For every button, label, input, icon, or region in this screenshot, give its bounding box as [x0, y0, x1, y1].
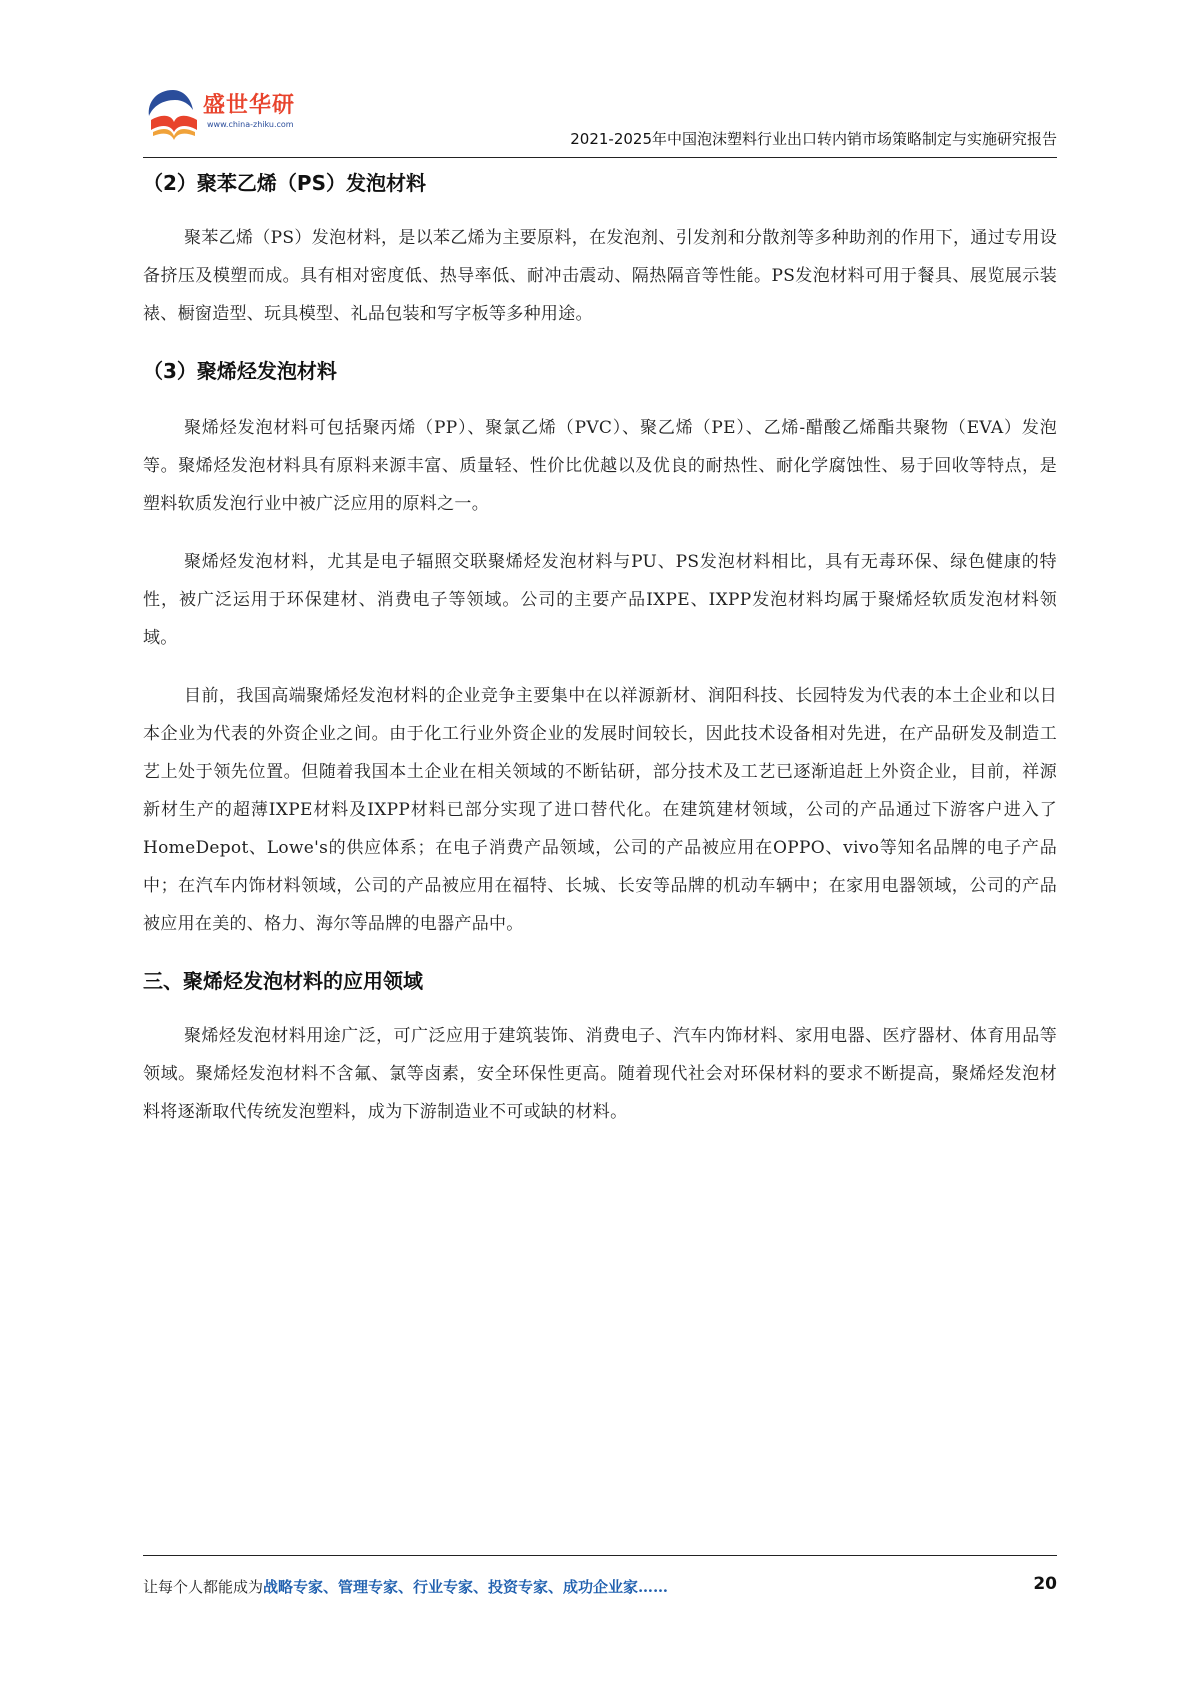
page-header — [143, 80, 1057, 158]
footer-divider — [143, 1555, 1057, 1556]
company-logo — [143, 80, 323, 150]
paragraph-ps: 聚苯乙烯（PS）发泡材料，是以苯乙烯为主要原料，在发泡剂、引发剂和分散剂等多种助剂的作用下，通过专用设备挤压及模塑而成。具有相对密度低、热导率低、耐冲击震动、隔热隔音等性能。PS发泡材料可用于餐具、展览展示装裱、橱窗造型、玩具模型、礼品包装和写字板等多种用途。 — [143, 228, 1057, 324]
logo-emblem-icon — [143, 84, 205, 146]
page-content — [143, 165, 1057, 1131]
logo-name: 盛世华研 — [203, 93, 296, 118]
logo-url: www.china-zhiku.com — [207, 120, 294, 129]
report-title: 2021-2025年中国泡沫塑料行业出口转内销市场策略制定与实施研究报告 — [570, 130, 1057, 148]
slogan-highlight: 战略专家、管理专家、行业专家、投资专家、成功企业家…… — [263, 1578, 669, 1596]
page-number: 20 — [1033, 1574, 1057, 1594]
footer-slogan — [143, 1576, 668, 1597]
paragraph-applications: 聚烯烃发泡材料用途广泛，可广泛应用于建筑装饰、消费电子、汽车内饰材料、家用电器、医疗器材、体育用品等领域。聚烯烃发泡材料不含氟、氯等卤素，安全环保性更高。随着现代社会对环保材料的要求不断提高，聚烯烃发泡材料将逐渐取代传统发泡塑料，成为下游制造业不可或缺的材料。 — [143, 1026, 1057, 1122]
slogan-prefix: 让每个人都能成为 — [143, 1578, 264, 1596]
section-heading-polyolefin: （3）聚烯烃发泡材料 — [143, 359, 337, 383]
paragraph-polyolefin-2: 聚烯烃发泡材料，尤其是电子辐照交联聚烯烃发泡材料与PU、PS发泡材料相比，具有无毒环保、绿色健康的特性，被广泛运用于环保建材、消费电子等领域。公司的主要产品IXPE、IXPP发泡材料均属于聚烯烃软质发泡材料领域。 — [143, 552, 1057, 648]
paragraph-polyolefin-3: 目前，我国高端聚烯烃发泡材料的企业竞争主要集中在以祥源新材、润阳科技、长园特发为代表的本土企业和以日本企业为代表的外资企业之间。由于化工行业外资企业的发展时间较长，因此技术设备相对先进，在产品研发及制造工艺上处于领先位置。但随着我国本土企业在相关领域的不断钻研，部分技术及工艺已逐渐追赶上外资企业，目前，祥源新材生产的超薄IXPE材料及IXPP材料已部分实现了进口替代化。在建筑建材领域，公司的产品通过下游客户进入了HomeDepot、Lowe's的供应体系；在电子消费产品领域，公司的产品被应用在OPPO、vivo等知名品牌的电子产品中；在汽车内饰材料领域，公司的产品被应用在福特、长城、长安等品牌的机动车辆中；在家用电器领域，公司的产品被应用在美的、格力、海尔等品牌的电器产品中。 — [143, 686, 1057, 934]
paragraph-polyolefin-1: 聚烯烃发泡材料可包括聚丙烯（PP）、聚氯乙烯（PVC）、聚乙烯（PE）、乙烯-醋酸乙烯酯共聚物（EVA）发泡等。聚烯烃发泡材料具有原料来源丰富、质量轻、性价比优越以及优良的耐热性、耐化学腐蚀性、易于回收等特点，是塑料软质发泡行业中被广泛应用的原料之一。 — [143, 418, 1057, 514]
section-heading-ps: （2）聚苯乙烯（PS）发泡材料 — [143, 171, 426, 195]
section-heading-applications: 三、聚烯烃发泡材料的应用领域 — [143, 969, 423, 993]
header-divider — [143, 157, 1057, 158]
